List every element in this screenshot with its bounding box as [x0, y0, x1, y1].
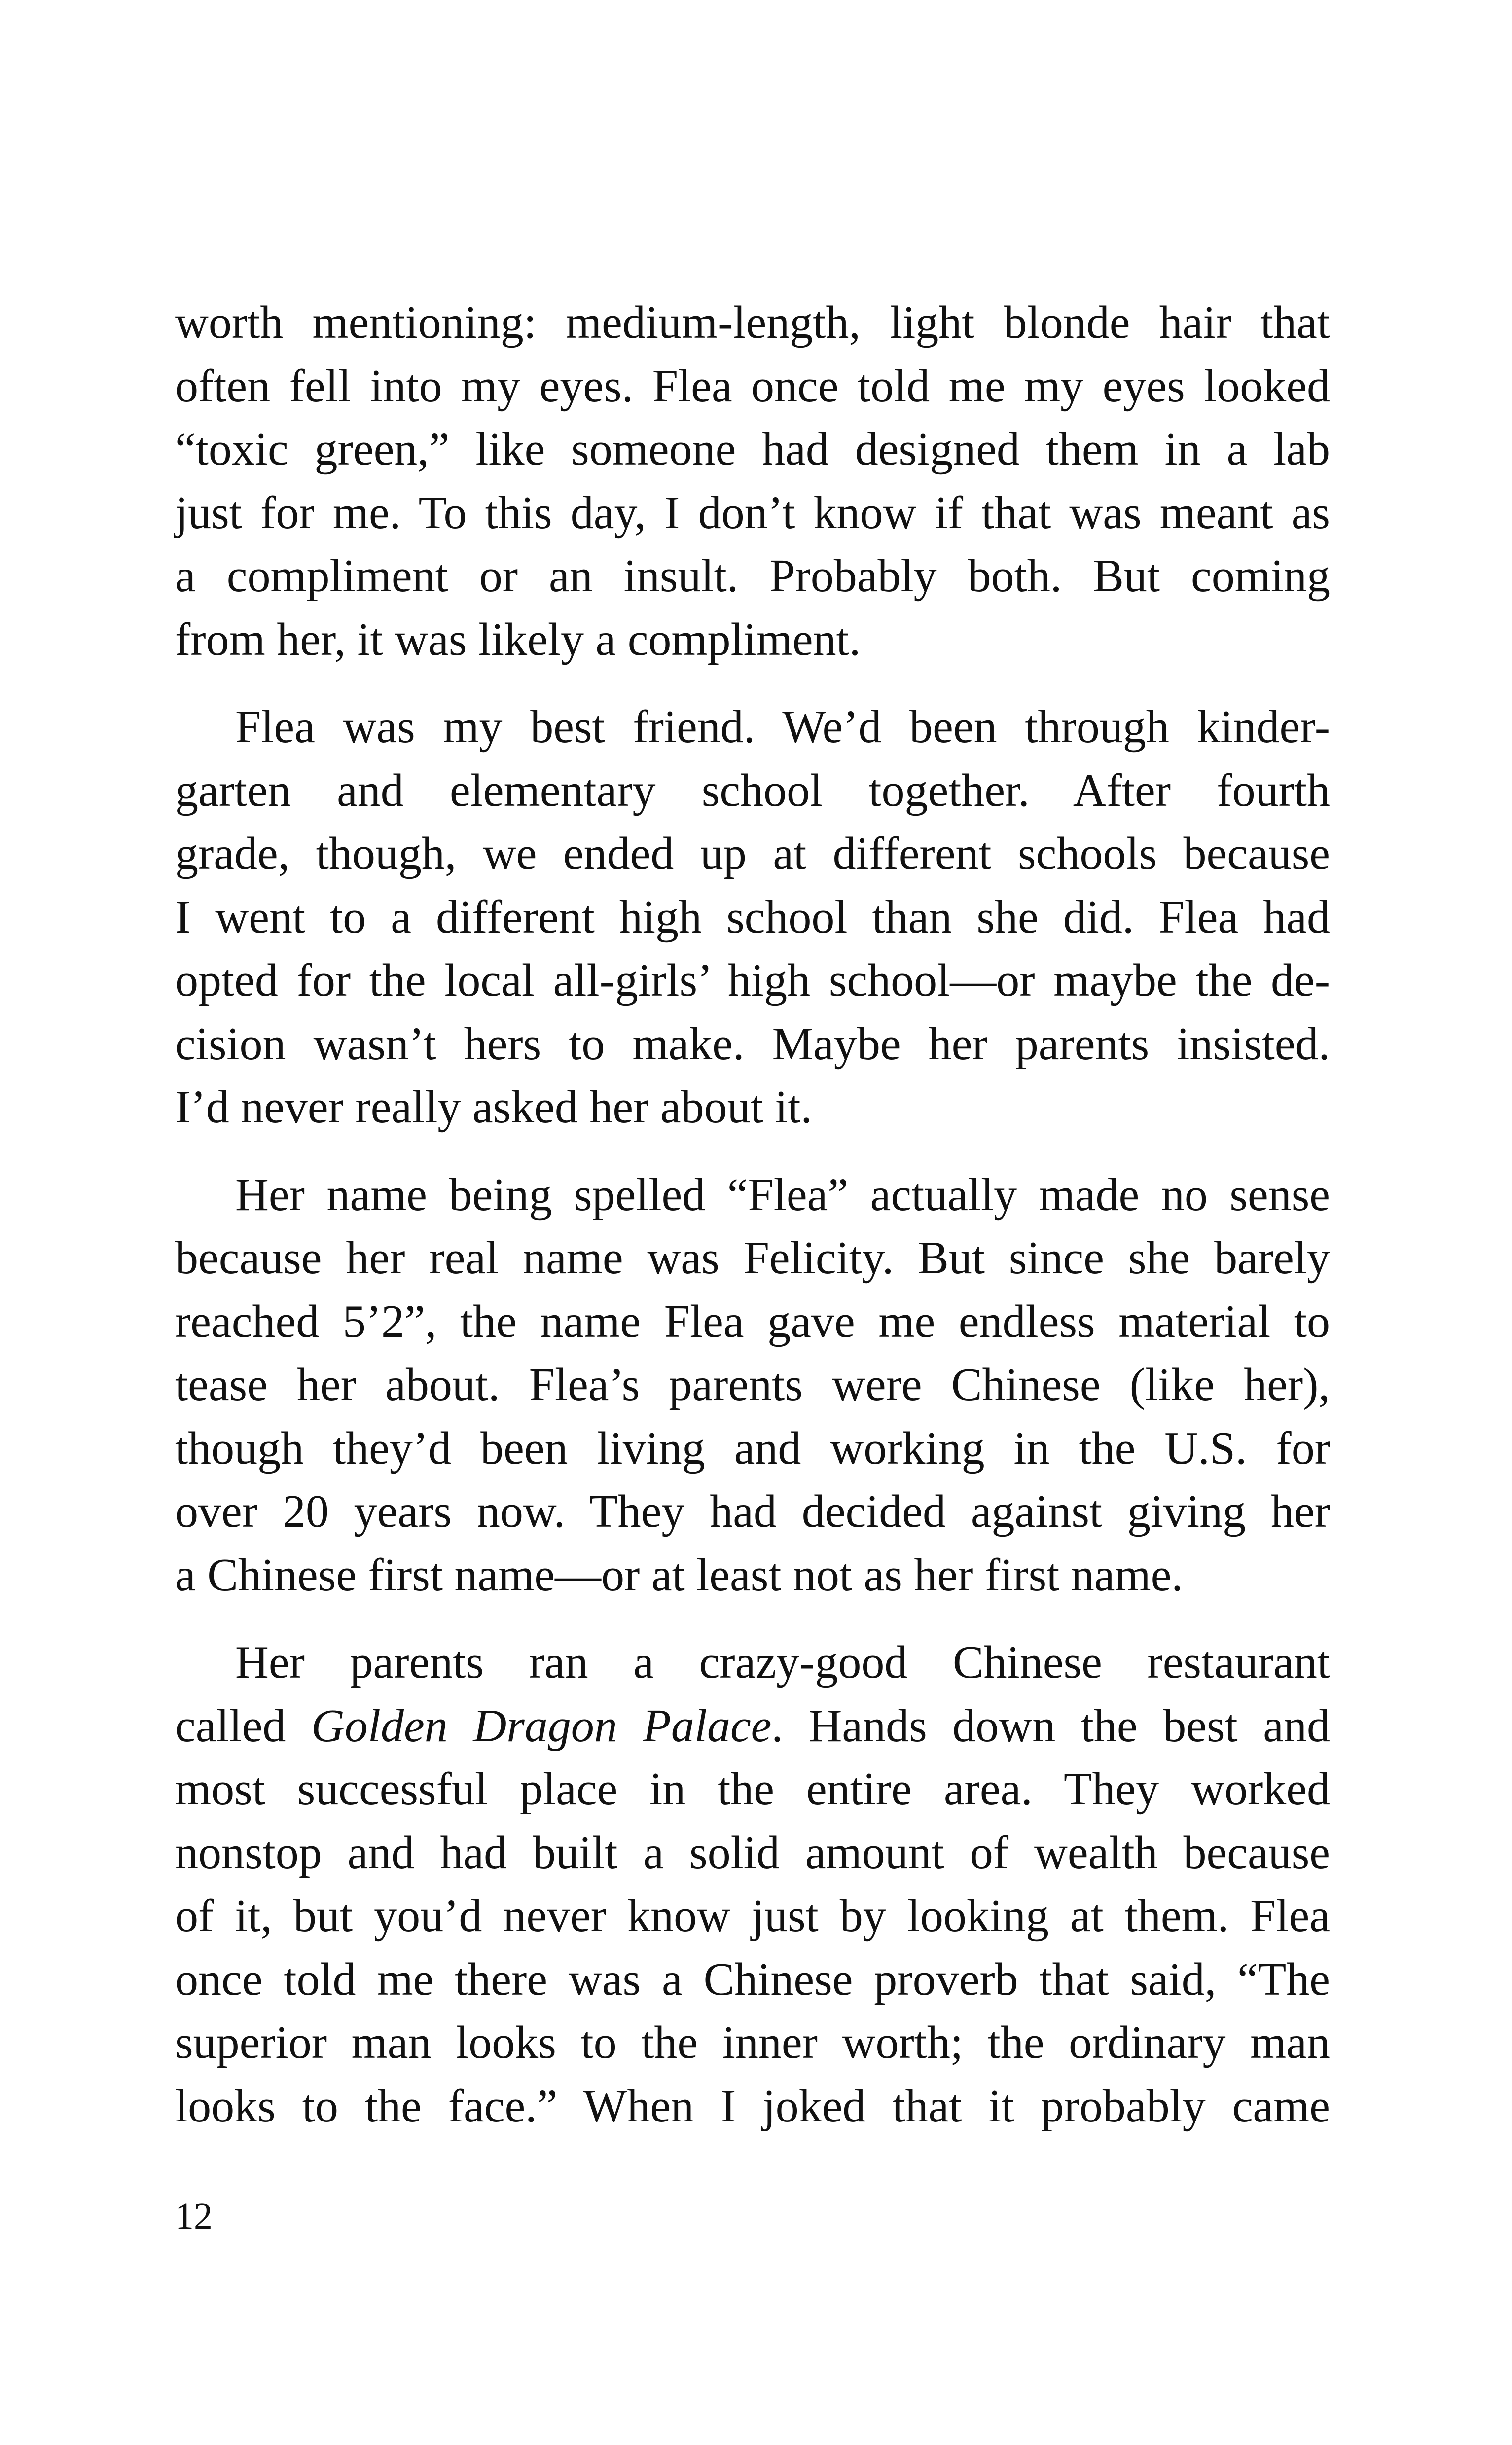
text-line: looks to the face.” When I joked that it probably came: [175, 2080, 1330, 2132]
paragraph-spacing: [175, 1139, 1330, 1163]
text-line: cision wasn’t hers to make. Maybe her parents insisted.: [175, 1018, 1330, 1070]
text-line: tease her about. Flea’s parents were Chinese (like her),: [175, 1359, 1330, 1410]
text-line: most successful place in the entire area. They worked: [175, 1763, 1330, 1815]
paragraph-spacing: [175, 1607, 1330, 1631]
text-line: a Chinese first name—or at least not as her first name.: [175, 1549, 1183, 1601]
text-fragment: called: [175, 1700, 312, 1752]
text-line: Her name being spelled “Flea” actually made no sense: [235, 1169, 1330, 1221]
text-line: over 20 years now. They had decided against giving her: [175, 1486, 1330, 1537]
text-fragment: . Hands down the best and: [771, 1700, 1330, 1752]
text-line: Flea was my best friend. We’d been through kinder-: [235, 701, 1330, 753]
restaurant-name-italic: Golden Dragon Palace: [311, 1700, 772, 1752]
paragraph: [175, 1163, 1330, 1607]
text-line: from her, it was likely a compliment.: [175, 613, 861, 665]
text-line: garten and elementary school together. After fourth: [175, 764, 1330, 816]
paragraph-spacing: [175, 671, 1330, 695]
page-number: 12: [175, 2195, 213, 2237]
text-line: though they’d been living and working in the U.S. for: [175, 1422, 1330, 1474]
text-line: a compliment or an insult. Probably both. But coming: [175, 550, 1330, 602]
paragraph: [175, 291, 1330, 671]
text-line: reached 5’2”, the name Flea gave me endless material to: [175, 1295, 1330, 1347]
text-line: once told me there was a Chinese proverb that said, “The: [175, 1953, 1330, 2005]
text-line: of it, but you’d never know just by looking at them. Flea: [175, 1890, 1330, 1942]
text-line: I went to a different high school than she did. Flea had: [175, 891, 1330, 943]
paragraph: [175, 1631, 1330, 2138]
text-line: nonstop and had built a solid amount of wealth because: [175, 1827, 1330, 1878]
text-line: Her parents ran a crazy-good Chinese restaurant: [235, 1637, 1330, 1688]
text-line-with-italic: [175, 1694, 1330, 1758]
text-line: often fell into my eyes. Flea once told me my eyes looked: [175, 360, 1330, 412]
text-line: superior man looks to the inner worth; the ordinary man: [175, 2017, 1330, 2068]
text-line: I’d never really asked her about it.: [175, 1081, 812, 1133]
text-line: worth mentioning: medium-length, light blonde hair that: [175, 297, 1330, 348]
text-line: grade, though, we ended up at different schools because: [175, 828, 1330, 879]
text-line: just for me. To this day, I don’t know if that was meant as: [175, 487, 1330, 539]
paragraph: [175, 695, 1330, 1139]
text-line: opted for the local all-girls’ high school—or maybe the de-: [175, 955, 1330, 1006]
text-line: because her real name was Felicity. But since she barely: [175, 1232, 1330, 1284]
text-line: “toxic green,” like someone had designed them in a lab: [175, 424, 1330, 475]
body-text: [175, 291, 1330, 2138]
